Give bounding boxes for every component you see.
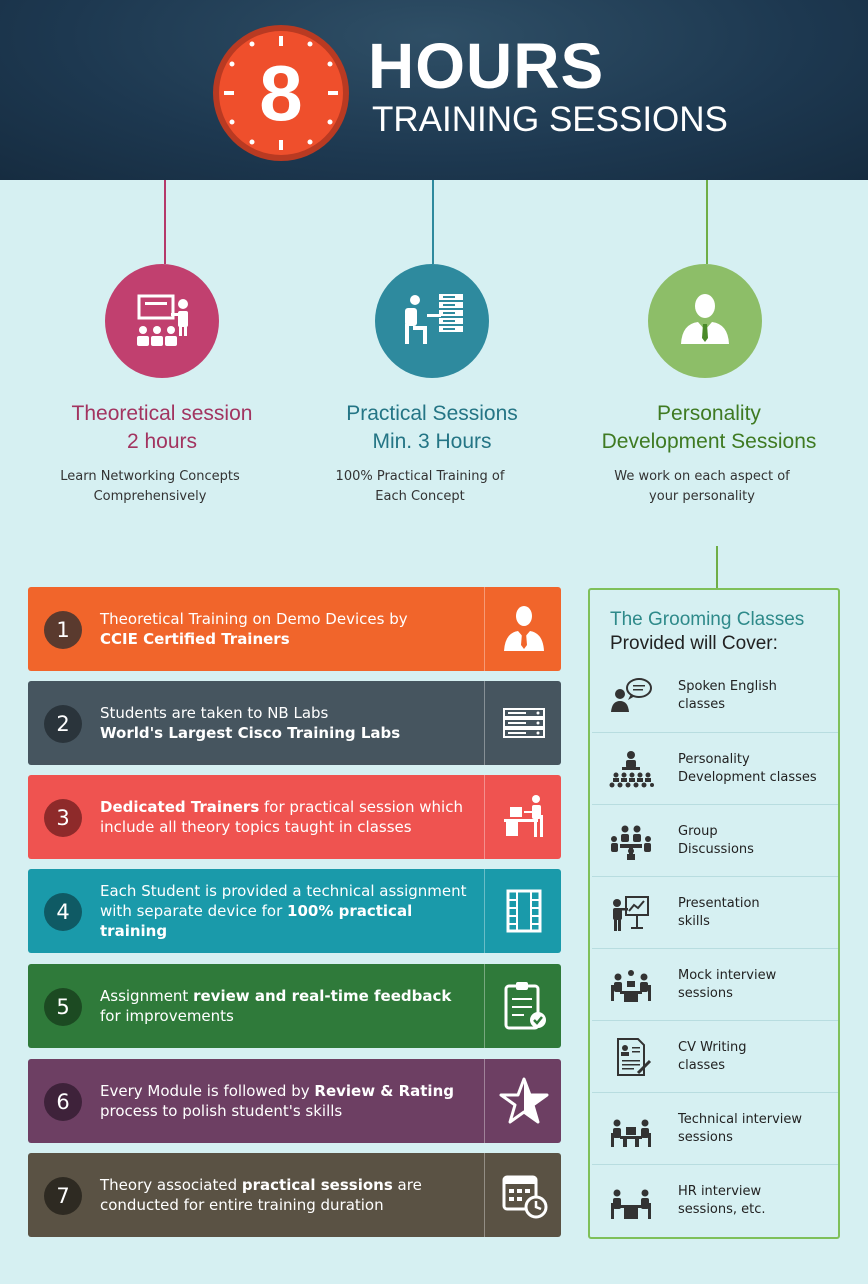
- grooming-item-technical-interview: [592, 1092, 838, 1164]
- step-text: Every Module is followed by Review & Rating process to polish student's skills: [100, 1082, 454, 1120]
- grooming-panel: [588, 588, 840, 1239]
- divider: [484, 681, 485, 765]
- divider: [484, 775, 485, 859]
- cv-document-icon: [608, 1035, 654, 1079]
- group-discussion-icon: [608, 819, 654, 863]
- connector-line: [716, 546, 718, 588]
- connector-line: [706, 180, 708, 264]
- divider: [484, 869, 485, 953]
- grooming-item-mock-interview: [592, 948, 838, 1020]
- step-number: 1: [44, 611, 82, 649]
- calendar-clock-icon: [494, 1165, 554, 1225]
- session-desc-practical: 100% Practical Training of Each Concept: [335, 469, 505, 504]
- session-desc-personality: We work on each aspect of your personality: [614, 469, 790, 504]
- step-row-3: [28, 775, 561, 859]
- step-row-2: [28, 681, 561, 765]
- grooming-item-label: Mock interview sessions: [678, 968, 777, 1001]
- step-row-7: [28, 1153, 561, 1237]
- trainer-icon: [494, 599, 554, 659]
- divider: [484, 587, 485, 671]
- session-title-theoretical: Theoretical session 2 hours: [71, 402, 253, 453]
- step-text: Theory associated practical sessions are conducted for entire training duration: [100, 1176, 422, 1214]
- header-title: HOURS: [368, 30, 605, 102]
- grooming-item-spoken-english: [592, 660, 838, 732]
- speech-bubble-icon: [608, 674, 654, 718]
- session-desc-theoretical: Learn Networking Concepts Comprehensively: [60, 469, 240, 504]
- step-text: Assignment review and real-time feedback for improvements: [100, 987, 452, 1025]
- grooming-item-label: Presentation skills: [678, 896, 760, 929]
- step-row-4: [28, 869, 561, 953]
- clock-icon: [212, 24, 350, 162]
- connector-line: [164, 180, 166, 264]
- session-title-personality: Personality Development Sessions: [601, 402, 817, 453]
- grooming-item-label: Personality Development classes: [678, 752, 817, 785]
- step-text: Dedicated Trainers for practical session which include all theory topics taught in classes: [100, 798, 463, 836]
- grooming-heading: The Grooming Classes: [610, 609, 805, 630]
- step-row-5: [28, 964, 561, 1048]
- grooming-item-group-discussions: [592, 804, 838, 876]
- step-row-6: [28, 1059, 561, 1143]
- server-rack-icon: [494, 693, 554, 753]
- grooming-item-hr-interview: [592, 1164, 838, 1236]
- businessman-icon: [648, 264, 762, 378]
- mock-interview-icon: [608, 963, 654, 1007]
- divider: [484, 964, 485, 1048]
- connector-line: [432, 180, 434, 264]
- divider: [484, 1153, 485, 1237]
- grooming-item-presentation: [592, 876, 838, 948]
- technical-interview-icon: [608, 1107, 654, 1151]
- grooming-item-label: Spoken English classes: [678, 679, 777, 712]
- step-number: 3: [44, 799, 82, 837]
- step-number: 4: [44, 893, 82, 931]
- classroom-icon: [105, 264, 219, 378]
- header-banner: [0, 0, 868, 180]
- session-title-practical: Practical Sessions Min. 3 Hours: [346, 402, 518, 453]
- step-text: Each Student is provided a technical assignment with separate device for 100% practical training: [100, 882, 467, 940]
- grooming-item-personality: [592, 732, 838, 804]
- lab-workstation-icon: [375, 264, 489, 378]
- grooming-item-cv-writing: [592, 1020, 838, 1092]
- step-row-1: [28, 587, 561, 671]
- step-text: Theoretical Training on Demo Devices by CCIE Certified Trainers: [100, 610, 408, 648]
- grooming-item-label: HR interview sessions, etc.: [678, 1184, 766, 1217]
- clock-number: 8: [259, 49, 303, 137]
- grooming-item-label: Technical interview sessions: [678, 1112, 803, 1145]
- divider: [484, 1059, 485, 1143]
- step-number: 7: [44, 1177, 82, 1215]
- header-subtitle: TRAINING SESSIONS: [372, 100, 728, 139]
- presentation-icon: [608, 891, 654, 935]
- step-number: 5: [44, 988, 82, 1026]
- grooming-item-label: Group Discussions: [678, 824, 754, 857]
- film-strip-icon: [494, 881, 554, 941]
- audience-icon: [608, 747, 654, 791]
- step-number: 6: [44, 1083, 82, 1121]
- grooming-item-label: CV Writing classes: [678, 1040, 747, 1073]
- step-text: Students are taken to NB Labs World's Largest Cisco Training Labs: [100, 704, 401, 742]
- hr-interview-icon: [608, 1179, 654, 1223]
- star-icon: [494, 1071, 554, 1131]
- grooming-subheading: Provided will Cover:: [610, 633, 778, 654]
- clipboard-check-icon: [494, 976, 554, 1036]
- desk-workstation-icon: [494, 787, 554, 847]
- step-number: 2: [44, 705, 82, 743]
